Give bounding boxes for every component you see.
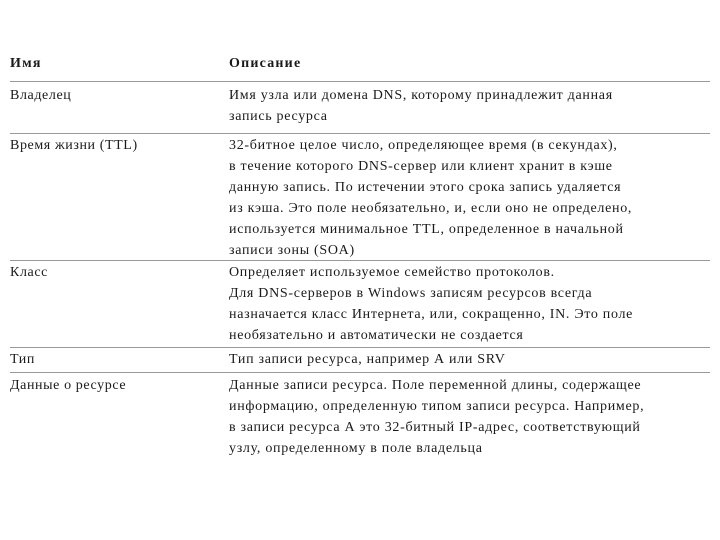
row-divider	[10, 133, 710, 134]
row-divider	[10, 347, 710, 348]
header-description-cell: Описание	[229, 56, 302, 71]
row-divider	[10, 81, 710, 82]
header-name-cell: Имя	[10, 56, 42, 71]
row-divider	[10, 260, 710, 261]
description-line: запись ресурса	[229, 109, 328, 124]
description-line: узлу, определенному в поле владельца	[229, 441, 483, 456]
description-line: из кэша. Это поле необязательно, и, если оно не определено,	[229, 201, 633, 216]
field-description	[229, 135, 714, 261]
description-line: Определяет используемое семейство протоколов.	[229, 265, 555, 280]
table-header-row	[0, 48, 720, 81]
table-row-type	[0, 343, 720, 372]
table-row-owner	[0, 81, 720, 123]
field-description	[229, 375, 714, 459]
field-name: Время жизни (TTL)	[10, 138, 138, 153]
field-description	[229, 262, 714, 346]
description-line: Для DNS-серверов в Windows записям ресурсов всегда	[229, 286, 593, 301]
field-name: Данные о ресурсе	[10, 378, 127, 393]
description-line: в записи ресурса А это 32-битный IP-адрес, соответствующий	[229, 420, 641, 435]
row-divider	[10, 372, 710, 373]
field-description	[229, 85, 714, 127]
description-line: используется минимальное TTL, определенное в начальной	[229, 222, 624, 237]
description-line: Тип записи ресурса, например А или SRV	[229, 352, 506, 367]
description-line: Данные записи ресурса. Поле переменной длины, содержащее	[229, 378, 642, 393]
field-description	[229, 349, 714, 370]
field-name: Тип	[10, 352, 35, 367]
field-name: Владелец	[10, 88, 72, 103]
table-row-class	[0, 257, 720, 343]
description-line: в течение которого DNS-сервер или клиент хранит в кэше	[229, 159, 613, 174]
description-line: 32-битное целое число, определяющее время (в секундах),	[229, 138, 618, 153]
field-name: Класс	[10, 265, 48, 280]
description-line: записи зоны (SOA)	[229, 243, 355, 258]
description-line: Имя узла или домена DNS, которому принадлежит данная	[229, 88, 613, 103]
resource-record-fields-table	[0, 48, 720, 462]
table-row-resource-data	[0, 372, 720, 462]
description-line: данную запись. По истечении этого срока запись удаляется	[229, 180, 622, 195]
description-line: информацию, определенную типом записи ресурса. Например,	[229, 399, 645, 414]
description-line: необязательно и автоматически не создается	[229, 328, 524, 343]
description-line: назначается класс Интернета, или, сокращенно, IN. Это поле	[229, 307, 634, 322]
table-row-ttl	[0, 123, 720, 257]
